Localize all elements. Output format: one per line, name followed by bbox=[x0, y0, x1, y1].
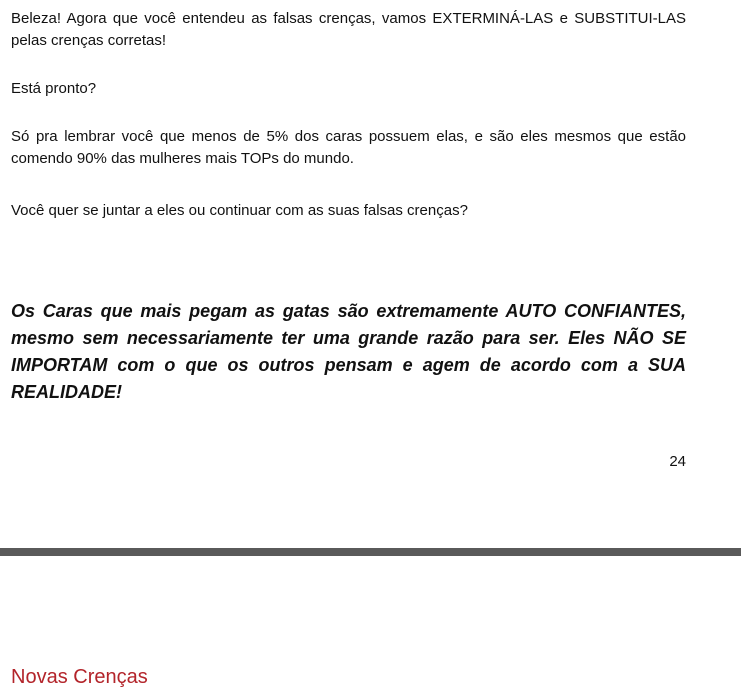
next-document-page bbox=[0, 556, 741, 700]
paragraph-question: Está pronto? bbox=[11, 80, 97, 97]
paragraph-choice: Você quer se juntar a eles ou continuar com as suas falsas crenças? bbox=[11, 202, 468, 219]
page-number: 24 bbox=[669, 453, 686, 470]
emphasis-paragraph: Os Caras que mais pegam as gatas são extremamente AUTO CONFIANTES, mesmo sem necessariamente ter uma grande razão para ser. Eles NÃO SE IMPORTAM com o que os outros pensam e agem de acordo com a SUA REALIDADE! bbox=[11, 301, 686, 402]
paragraph-reminder: Só pra lembrar você que menos de 5% dos caras possuem elas, e são eles mesmos que estão comendo 90% das mulheres mais TOPs do mundo. bbox=[11, 128, 686, 167]
section-heading: Novas Crenças bbox=[11, 666, 148, 688]
paragraph-intro: Beleza! Agora que você entendeu as falsas crenças, vamos EXTERMINÁ-LAS e SUBSTITUI-LAS pelas crenças corretas! bbox=[11, 10, 686, 49]
page-break-divider bbox=[0, 548, 741, 556]
